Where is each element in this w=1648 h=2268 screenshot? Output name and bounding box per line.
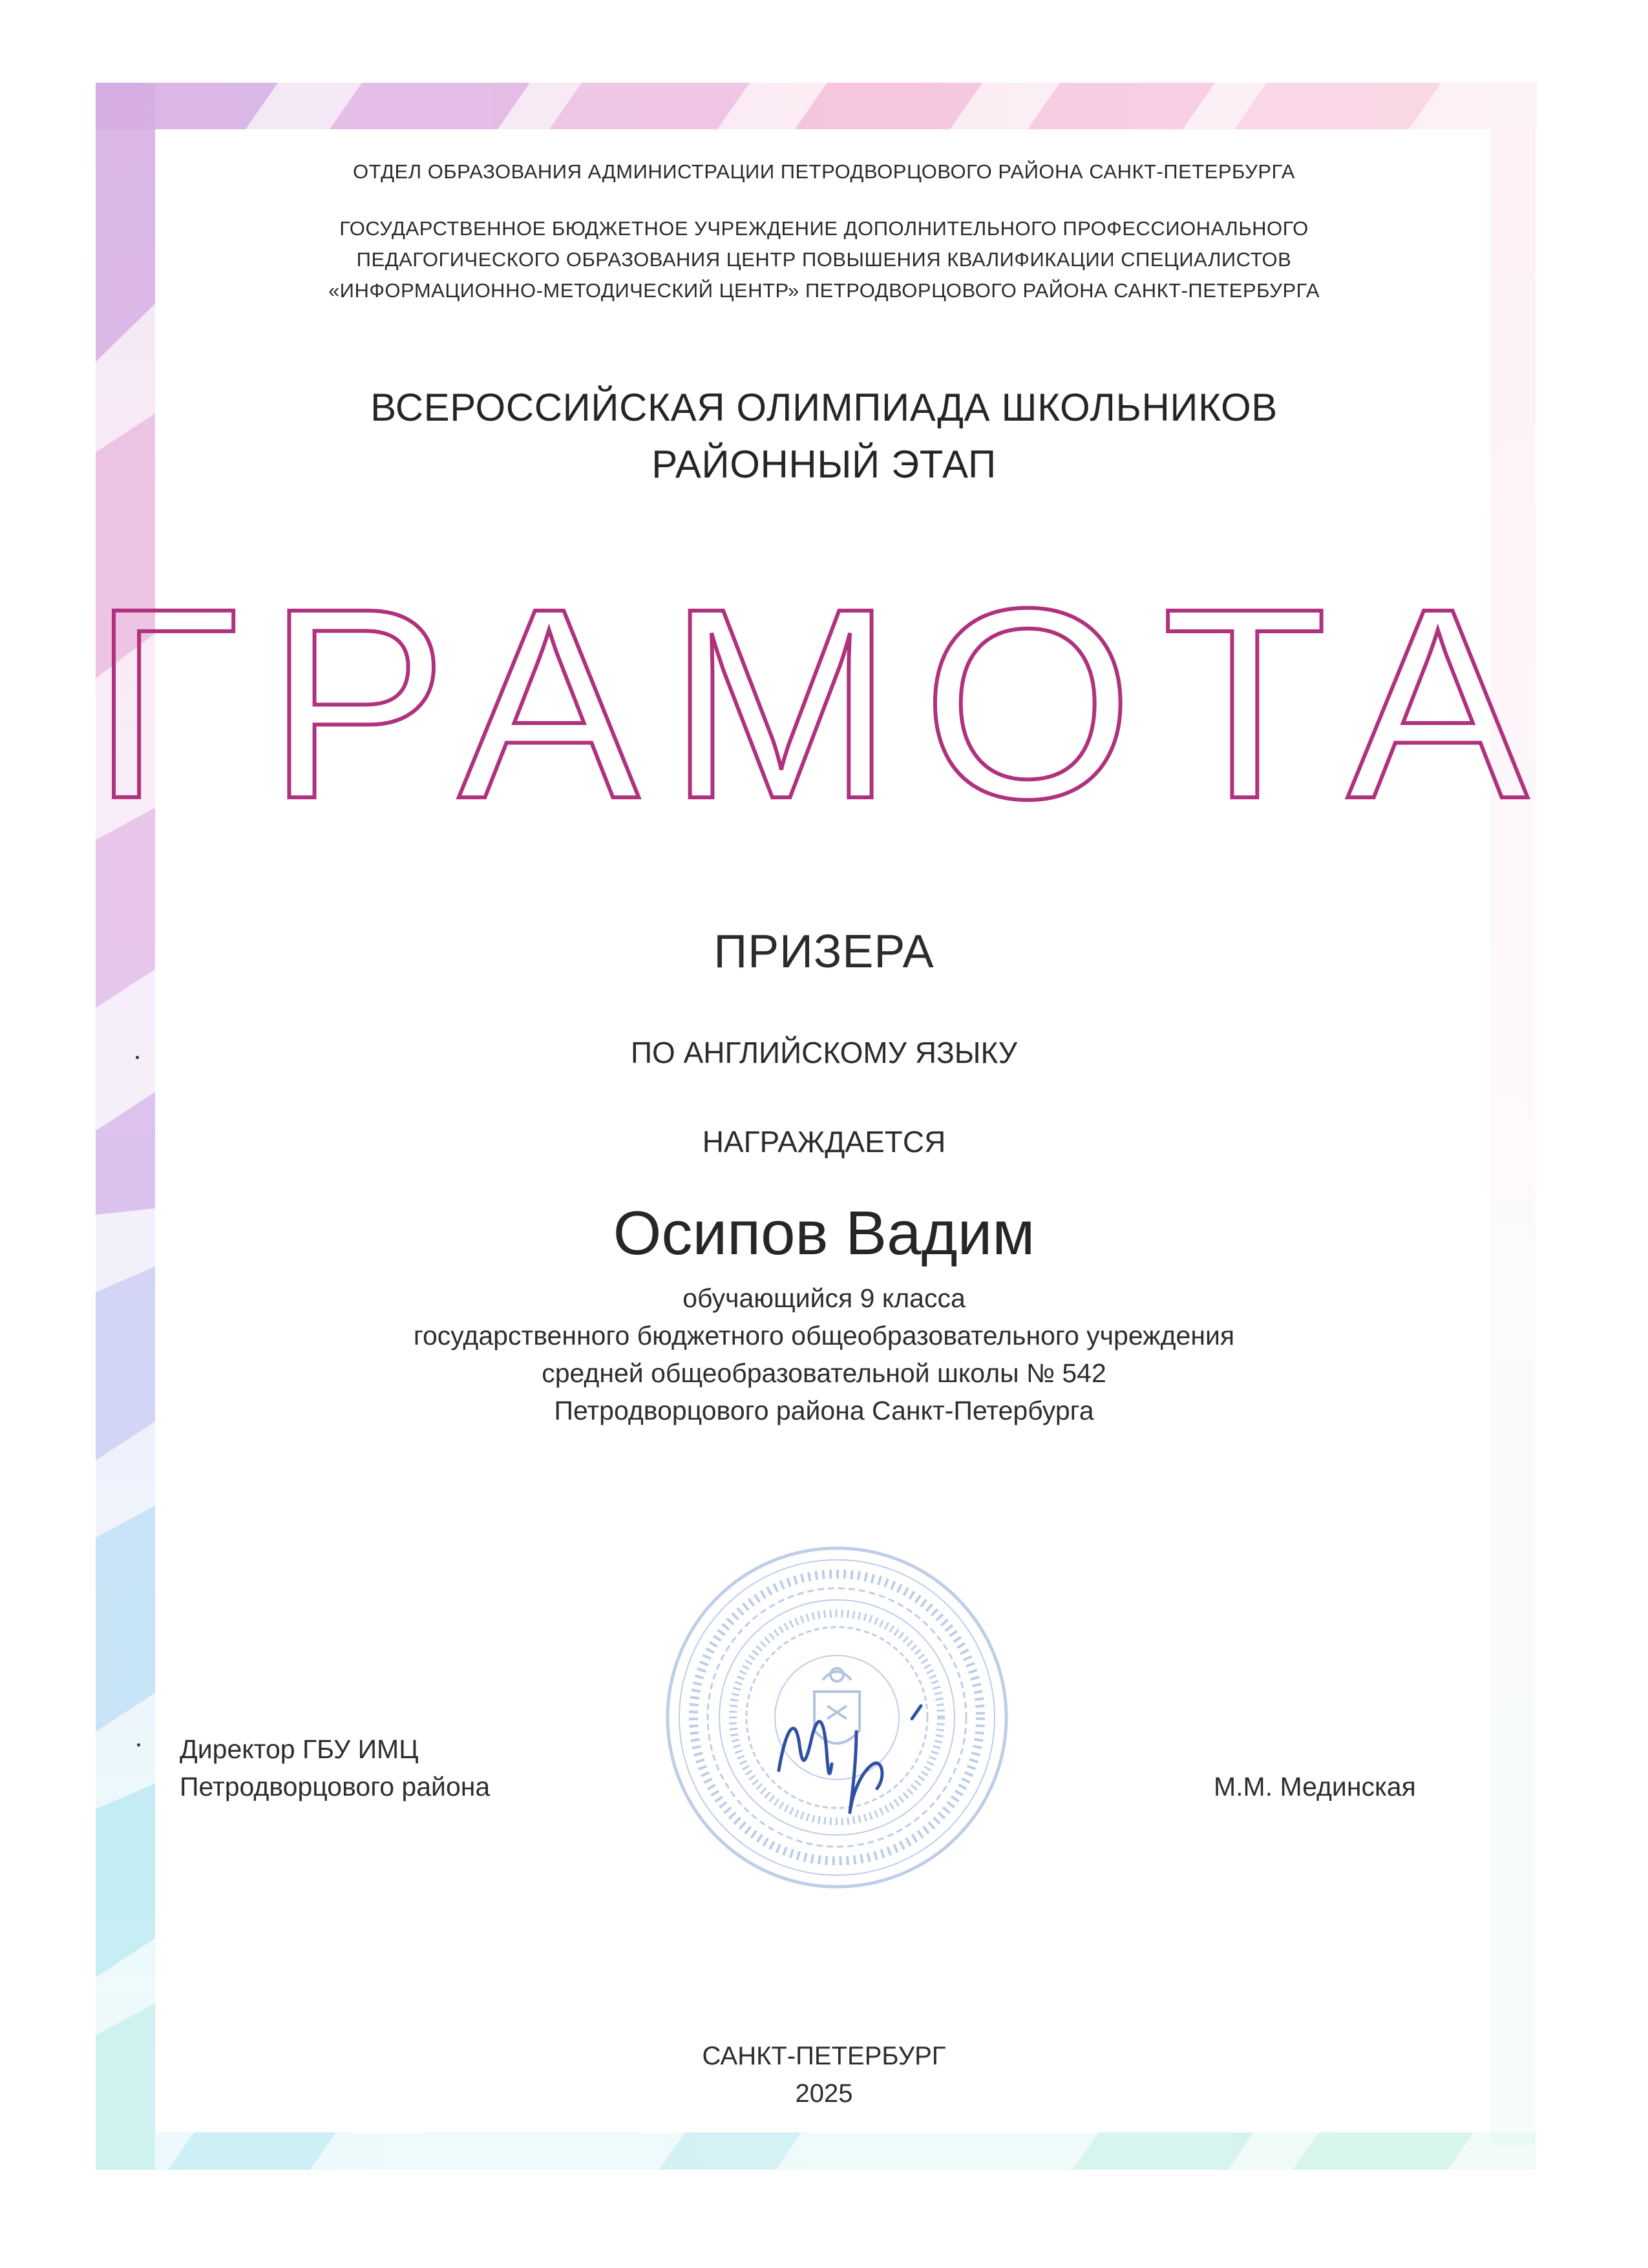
footer-year: 2025 [795, 2079, 853, 2108]
olympiad-title: ВСЕРОССИЙСКАЯ ОЛИМПИАДА ШКОЛЬНИКОВ [370, 386, 1278, 429]
recipient-detail-2: государственного бюджетного общеобразовательного учреждения [413, 1321, 1235, 1350]
institution-line-2: ПЕДАГОГИЧЕСКОГО ОБРАЗОВАНИЯ ЦЕНТР ПОВЫШЕНИЯ КВАЛИФИКАЦИИ СПЕЦИАЛИСТОВ [356, 248, 1292, 271]
recipient-detail-4: Петродворцового района Санкт-Петербурга [554, 1396, 1094, 1425]
signature-mark [759, 1674, 947, 1822]
scan-speck [136, 1056, 139, 1059]
scan-speck [137, 1743, 140, 1747]
footer-city: САНКТ-ПЕТЕРБУРГ [702, 2042, 946, 2070]
recipient-detail-3: средней общеобразовательной школы № 542 [542, 1358, 1106, 1388]
recipient-detail-1: обучающийся 9 класса [682, 1283, 966, 1313]
certificate-title: ГРАМОТА [91, 552, 1557, 856]
signatory-position-2: Петродворцового района [180, 1772, 491, 1801]
award-type: ПРИЗЕРА [713, 926, 935, 978]
awarded-label: НАГРАЖДАЕТСЯ [702, 1125, 946, 1159]
signatory-position-1: Директор ГБУ ИМЦ [180, 1734, 419, 1764]
recipient-name: Осипов Вадим [613, 1199, 1035, 1268]
institution-line-1: ГОСУДАРСТВЕННОЕ БЮДЖЕТНОЕ УЧРЕЖДЕНИЕ ДОПОЛНИТЕЛЬНОГО ПРОФЕССИОНАЛЬНОГО [339, 217, 1309, 240]
institution-line-3: «ИНФОРМАЦИОННО-МЕТОДИЧЕСКИЙ ЦЕНТР» ПЕТРОДВОРЦОВОГО РАЙОНА САНКТ-ПЕТЕРБУРГА [328, 279, 1320, 302]
subject-line: ПО АНГЛИЙСКОМУ ЯЗЫКУ [630, 1036, 1018, 1069]
signatory-name: М.М. Мединская [1214, 1772, 1416, 1801]
olympiad-stage: РАЙОННЫЙ ЭТАП [651, 443, 997, 486]
department-line: ОТДЕЛ ОБРАЗОВАНИЯ АДМИНИСТРАЦИИ ПЕТРОДВОРЦОВОГО РАЙОНА САНКТ-ПЕТЕРБУРГА [353, 160, 1295, 183]
